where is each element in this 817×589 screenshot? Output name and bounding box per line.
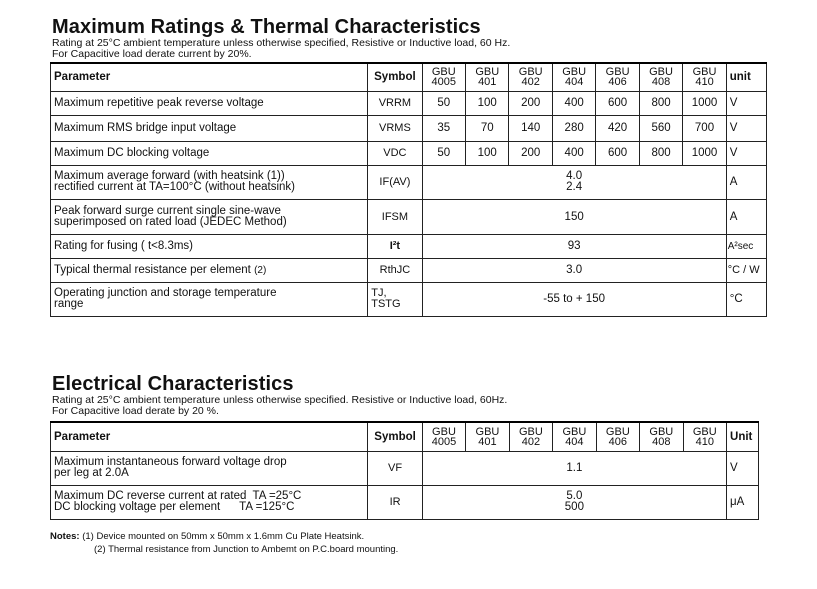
value-cell: 700 bbox=[683, 115, 726, 141]
unit-cell: V bbox=[726, 115, 766, 141]
header-model: GBU 401 bbox=[466, 63, 509, 91]
unit-cell: V bbox=[726, 141, 766, 165]
symbol-cell: VF bbox=[368, 451, 422, 485]
notes-label: Notes: bbox=[50, 531, 80, 542]
note-1: (1) Device mounted on 50mm x 50mm x 1.6mm Cu Plate Heatsink. bbox=[82, 531, 365, 542]
value-cell: 1000 bbox=[683, 91, 726, 115]
param-cell: Maximum DC reverse current at rated TA =25°C DC blocking voltage per element TA =125°C bbox=[51, 485, 368, 519]
value-cell: 50 bbox=[422, 91, 465, 115]
header-model: GBU 406 bbox=[596, 422, 639, 451]
unit-cell: A²sec bbox=[726, 234, 766, 258]
header-model: GBU 408 bbox=[639, 63, 682, 91]
symbol-cell: IF(AV) bbox=[368, 165, 422, 199]
header-model: GBU 402 bbox=[509, 63, 552, 91]
symbol-cell: VRRM bbox=[368, 91, 422, 115]
value-cell: 400 bbox=[552, 141, 595, 165]
value-cell: 420 bbox=[596, 115, 639, 141]
section2-title: Electrical Characteristics bbox=[52, 373, 294, 395]
symbol-cell: RthJC bbox=[368, 258, 422, 282]
section1-subtitle-1: Rating at 25°C ambient temperature unless otherwise specified, Resistive or Inductive load, 60 Hz. bbox=[52, 37, 511, 49]
header-model: GBU 4005 bbox=[422, 422, 465, 451]
header-model: GBU 401 bbox=[466, 422, 509, 451]
param-cell: Typical thermal resistance per element (2) bbox=[51, 258, 368, 282]
value-cell: 100 bbox=[466, 91, 509, 115]
notes bbox=[50, 530, 398, 556]
value-cell: 150 bbox=[422, 199, 726, 234]
value-cell: 560 bbox=[639, 115, 682, 141]
param-cell: Rating for fusing ( t<8.3ms) bbox=[51, 234, 368, 258]
section1-subtitle-2: For Capacitive load derate current by 20%. bbox=[52, 48, 252, 60]
value-cell: 3.0 bbox=[422, 258, 726, 282]
header-model: GBU 410 bbox=[683, 63, 726, 91]
value-cell: 5.0 500 bbox=[422, 485, 726, 519]
value-cell: 600 bbox=[596, 91, 639, 115]
value-cell: 1000 bbox=[683, 141, 726, 165]
table-row bbox=[51, 485, 759, 519]
header-model: GBU 402 bbox=[509, 422, 552, 451]
value-cell: 400 bbox=[552, 91, 595, 115]
unit-cell: °C / W bbox=[726, 258, 766, 282]
section2-subtitle-2: For Capacitive load derate by 20 %. bbox=[52, 405, 219, 417]
param-cell: Maximum repetitive peak reverse voltage bbox=[51, 91, 368, 115]
value-cell: 600 bbox=[596, 141, 639, 165]
unit-cell: V bbox=[726, 91, 766, 115]
symbol-cell: VDC bbox=[368, 141, 422, 165]
param-cell: Maximum average forward (with heatsink (1)) rectified current at TA=100°C (without heatsink) bbox=[51, 165, 368, 199]
table-row bbox=[51, 91, 767, 115]
symbol-cell: VRMS bbox=[368, 115, 422, 141]
unit-cell: A bbox=[726, 165, 766, 199]
table-row bbox=[51, 258, 767, 282]
note-2: (2) Thermal resistance from Junction to Ambemt on P.C.board mounting. bbox=[94, 544, 399, 555]
value-cell: 200 bbox=[509, 141, 552, 165]
header-parameter: Parameter bbox=[51, 63, 368, 91]
value-cell: 100 bbox=[466, 141, 509, 165]
ratings-table bbox=[50, 62, 767, 317]
param-cell: Peak forward surge current single sine-wave superimposed on rated load (JEDEC Method) bbox=[51, 199, 368, 234]
header-unit: unit bbox=[726, 63, 766, 91]
symbol-cell: I²t bbox=[368, 234, 422, 258]
value-cell: 800 bbox=[639, 91, 682, 115]
header-symbol: Symbol bbox=[368, 422, 422, 451]
value-cell: 4.0 2.4 bbox=[422, 165, 726, 199]
value-cell: 70 bbox=[466, 115, 509, 141]
value-cell: 200 bbox=[509, 91, 552, 115]
unit-cell: μA bbox=[727, 485, 759, 519]
value-cell: 280 bbox=[552, 115, 595, 141]
value-cell: 140 bbox=[509, 115, 552, 141]
param-cell: Maximum DC blocking voltage bbox=[51, 141, 368, 165]
unit-cell: °C bbox=[726, 282, 766, 316]
unit-cell: V bbox=[727, 451, 759, 485]
value-cell: 800 bbox=[639, 141, 682, 165]
param-cell: Maximum instantaneous forward voltage drop per leg at 2.0A bbox=[51, 451, 368, 485]
section2-subtitle-1: Rating at 25°C ambient temperature unless otherwise specified. Resistive or Inductive load, 60Hz. bbox=[52, 394, 508, 406]
symbol-cell: IFSM bbox=[368, 199, 422, 234]
header-parameter: Parameter bbox=[51, 422, 368, 451]
value-cell: -55 to + 150 bbox=[422, 282, 726, 316]
value-cell: 93 bbox=[422, 234, 726, 258]
value-cell: 1.1 bbox=[422, 451, 726, 485]
header-symbol: Symbol bbox=[368, 63, 422, 91]
electrical-table bbox=[50, 421, 759, 520]
section1-title: Maximum Ratings & Thermal Characteristics bbox=[52, 16, 481, 38]
unit-cell: A bbox=[726, 199, 766, 234]
symbol-cell: IR bbox=[368, 485, 422, 519]
table-row bbox=[51, 199, 767, 234]
table-row bbox=[51, 282, 767, 316]
header-unit: Unit bbox=[727, 422, 759, 451]
table-row bbox=[51, 141, 767, 165]
table-row bbox=[51, 115, 767, 141]
table-row bbox=[51, 234, 767, 258]
symbol-cell: TJ, TSTG bbox=[368, 282, 422, 316]
header-model: GBU 404 bbox=[553, 422, 596, 451]
param-cell: Operating junction and storage temperature range bbox=[51, 282, 368, 316]
header-model: GBU 406 bbox=[596, 63, 639, 91]
header-model: GBU 404 bbox=[552, 63, 595, 91]
table-row bbox=[51, 451, 759, 485]
header-model: GBU 4005 bbox=[422, 63, 465, 91]
header-model: GBU 410 bbox=[683, 422, 726, 451]
table-row bbox=[51, 165, 767, 199]
value-cell: 35 bbox=[422, 115, 465, 141]
header-model: GBU 408 bbox=[640, 422, 683, 451]
param-cell: Maximum RMS bridge input voltage bbox=[51, 115, 368, 141]
value-cell: 50 bbox=[422, 141, 465, 165]
